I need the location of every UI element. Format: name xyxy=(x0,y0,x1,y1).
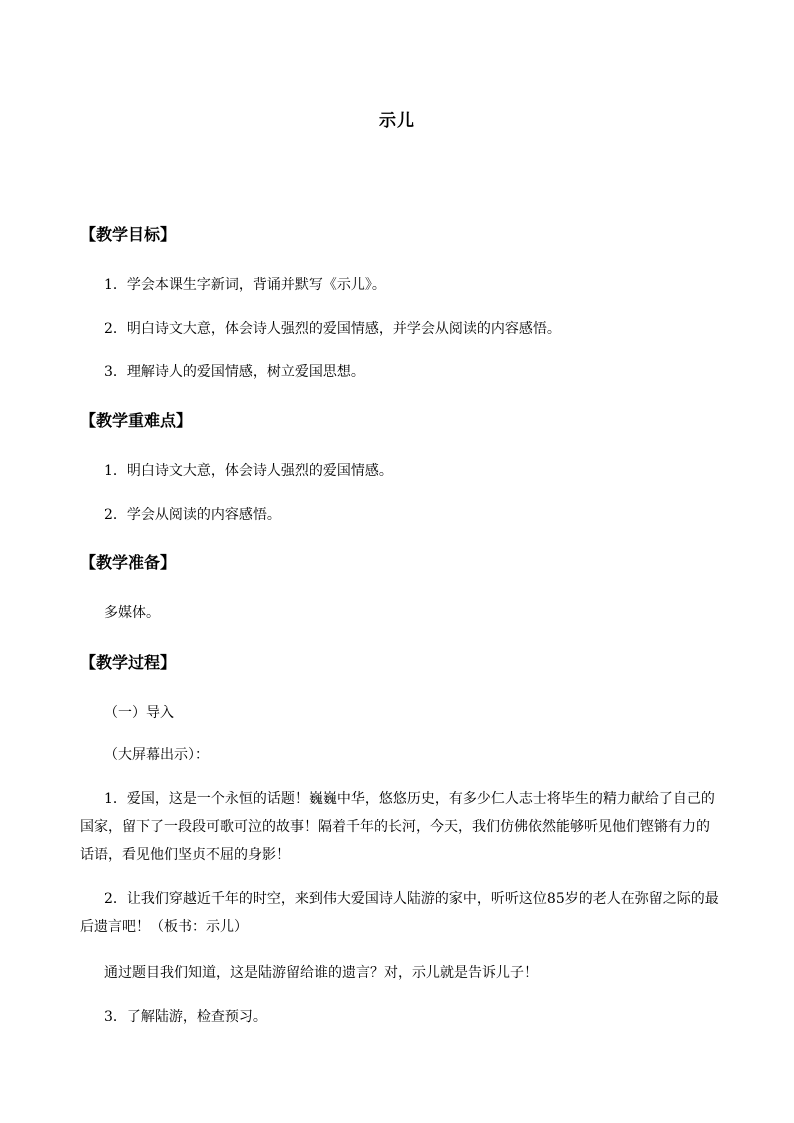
process-paragraph-1: 1．爱国，这是一个永恒的话题！巍巍中华，悠悠历史，有多少仁人志士将毕生的精力献给了自己的国家，留下了一段段可歌可泣的故事！隔着千年的长河，今天，我们仿佛依然能够听见他们铿锵有力的话语，看见他们坚贞不屈的身影！ xyxy=(80,791,715,863)
goal-item-1: 1．学会本课生字新词，背诵并默写《示儿》。 xyxy=(104,277,386,293)
prep-text: 多媒体。 xyxy=(104,605,160,621)
keypoint-item-1: 1．明白诗文大意，体会诗人强烈的爱国情感。 xyxy=(104,463,393,479)
heading-teaching-process: 【教学过程】 xyxy=(80,653,177,672)
document-title: 示儿 xyxy=(379,111,415,131)
heading-teaching-prep: 【教学准备】 xyxy=(80,553,177,572)
process-paragraph-4: 3．了解陆游，检查预习。 xyxy=(104,1009,267,1025)
process-screen-note: （大屏幕出示）： xyxy=(104,747,209,763)
process-paragraph-2: 2．让我们穿越近千年的时空，来到伟大爱国诗人陆游的家中，听听这位85岁的老人在弥留之际的最后遗言吧！（板书：示儿） xyxy=(80,891,719,935)
process-paragraph-3: 通过题目我们知道，这是陆游留给谁的遗言？对，示儿就是告诉儿子！ xyxy=(104,965,538,981)
process-subheading-intro: （一）导入 xyxy=(104,705,174,721)
keypoint-item-2: 2．学会从阅读的内容感悟。 xyxy=(104,507,281,523)
goal-item-3: 3．理解诗人的爱国情感，树立爱国思想。 xyxy=(104,364,365,380)
goal-item-2: 2．明白诗文大意，体会诗人强烈的爱国情感，并学会从阅读的内容感悟。 xyxy=(104,321,561,337)
heading-key-points: 【教学重难点】 xyxy=(80,411,193,430)
heading-teaching-goals: 【教学目标】 xyxy=(80,225,177,244)
